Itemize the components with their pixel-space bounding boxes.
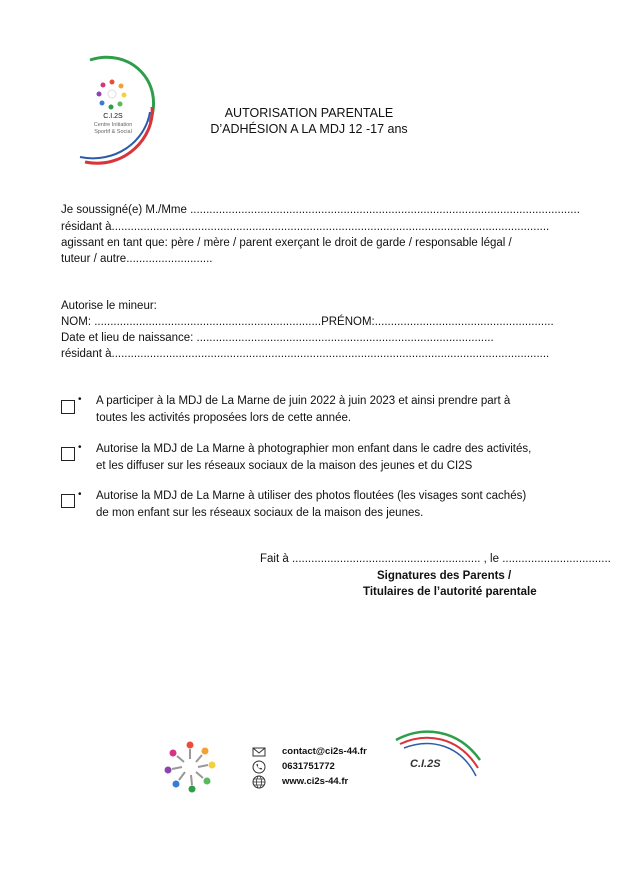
minor-name-line: NOM: .......................................................................PRÉNOM:........................................................ — [61, 316, 554, 328]
option-bullet: • — [78, 442, 82, 453]
option-checkbox-2[interactable] — [61, 447, 75, 461]
option-text-1-continued: toutes les activités proposées lors de cette année. — [96, 412, 352, 424]
birth-line: Date et lieu de naissance: ............................................................................................. — [61, 332, 494, 344]
option-bullet: • — [78, 394, 82, 405]
footer-logo — [160, 738, 220, 796]
header-logo-title: C.I.2S — [103, 113, 123, 120]
document-title: AUTORISATION PARENTALE — [224, 106, 394, 120]
footer-brand-logo — [392, 724, 484, 788]
option-text-3: Autorise la MDJ de La Marne à utiliser des photos floutées (les visages sont cachés) — [96, 490, 527, 502]
phone-icon — [252, 760, 266, 774]
place-date-line: Fait à ........................................................... , le .................................. — [260, 553, 611, 565]
email-icon — [252, 745, 266, 759]
option-text-3-continued: de mon enfant sur les réseaux sociaux de la maison des jeunes. — [96, 507, 424, 519]
option-checkbox-1[interactable] — [61, 400, 75, 414]
signature-label-continued: Titulaires de l’autorité parentale — [363, 586, 537, 598]
option-checkbox-3[interactable] — [61, 494, 75, 508]
globe-icon — [252, 775, 266, 789]
header-logo — [70, 52, 165, 167]
minor-residence-line: résidant à......................................................................................................................................... — [61, 348, 550, 360]
contact-email[interactable]: contact@ci2s-44.fr — [282, 746, 367, 757]
minor-label: Autorise le mineur: — [61, 300, 157, 312]
option-bullet: • — [78, 489, 82, 500]
footer-brand-text: C.I.2S — [410, 758, 441, 770]
option-text-2-continued: et les diffuser sur les réseaux sociaux de la maison des jeunes et du CI2S — [96, 460, 473, 472]
role-line-continued: tuteur / autre........................... — [61, 253, 213, 265]
header-logo-subtitle: Centre Initiation — [93, 122, 133, 128]
option-text-2: Autorise la MDJ de La Marne à photographier mon enfant dans le cadre des activités, — [96, 443, 532, 455]
signature-label: Signatures des Parents / — [377, 570, 512, 582]
option-text-1: A participer à la MDJ de La Marne de juin 2022 à juin 2023 et ainsi prendre part à — [96, 395, 511, 407]
contact-website[interactable]: www.ci2s-44.fr — [282, 776, 349, 787]
parent-name-line: Je soussigné(e) M./Mme .......................................................................................................................... — [61, 204, 580, 216]
header-logo-subtitle-2: Sportif & Social — [94, 129, 132, 135]
document-subtitle: D’ADHÉSION A LA MDJ 12 -17 ans — [210, 122, 408, 136]
role-line: agissant en tant que: père / mère / parent exerçant le droit de garde / responsable légal / — [61, 237, 512, 249]
residence-line: résidant à......................................................................................................................................... — [61, 221, 550, 233]
contact-phone[interactable]: 0631751772 — [282, 761, 335, 772]
